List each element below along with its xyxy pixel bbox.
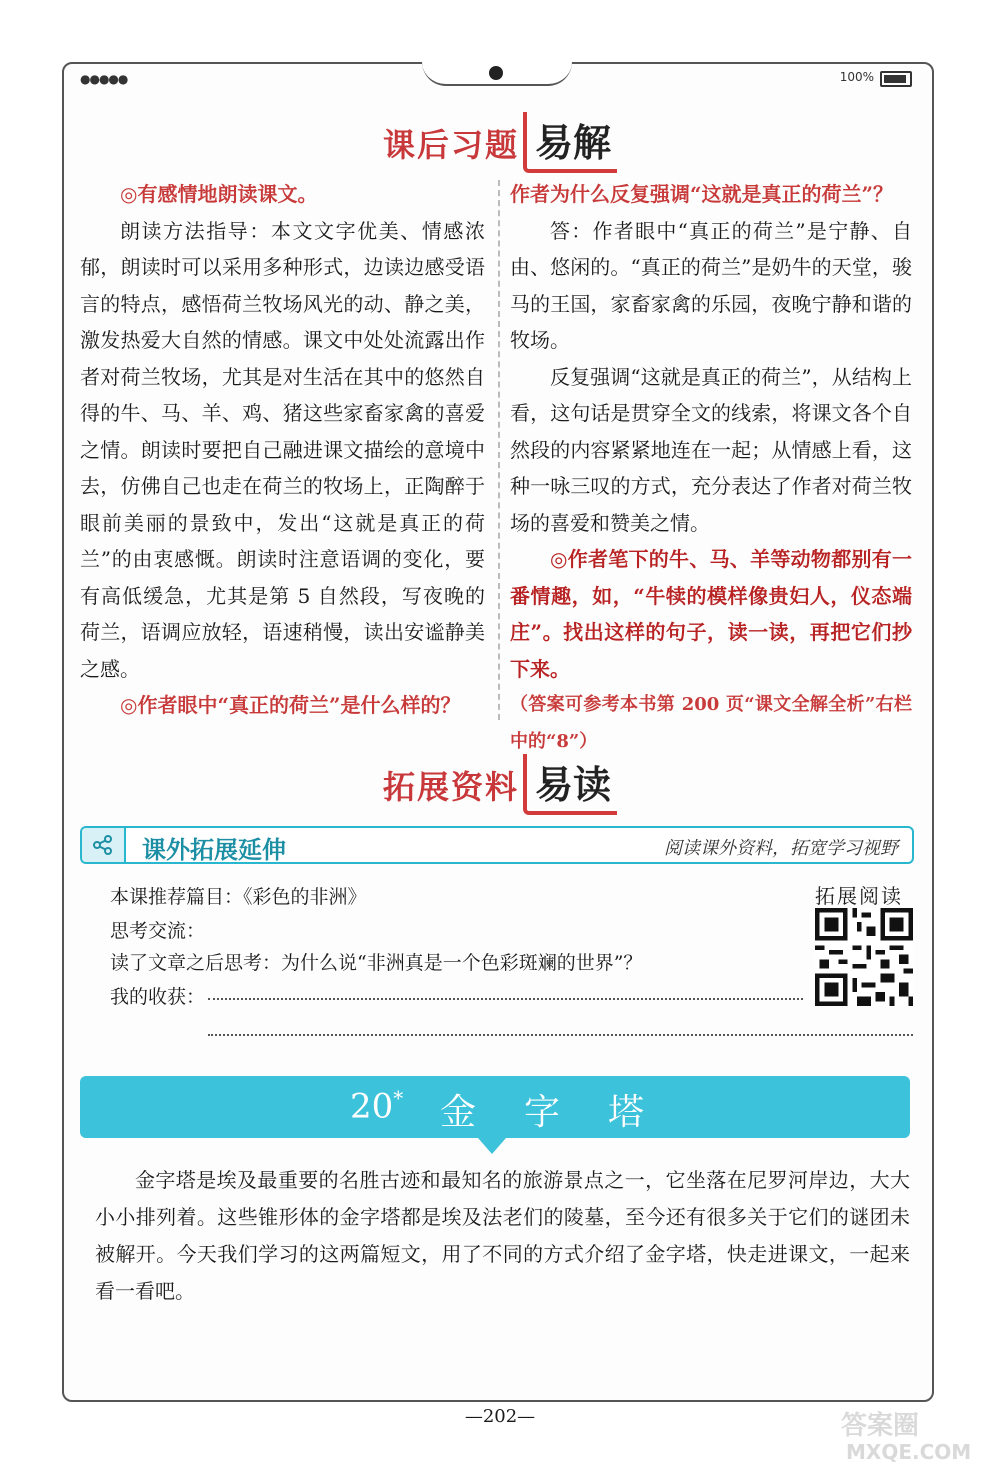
extension-bar	[80, 826, 914, 864]
answer-line	[208, 998, 803, 1000]
extension-title: 课外拓展延伸	[142, 835, 286, 864]
recommended-reading: 本课推荐篇目：《彩色的非洲》	[110, 886, 367, 908]
qr-code-icon[interactable]	[815, 908, 913, 1006]
discussion-label: 思考交流：	[110, 920, 206, 942]
battery-percent: 100%	[839, 70, 874, 84]
lesson-title: 金字塔	[440, 1092, 693, 1133]
status-bar	[62, 62, 930, 96]
section-title-boxed: 易解	[523, 112, 617, 173]
question-3: ◎作者笔下的牛、马、羊等动物都别有一番情趣，如，“牛犊的模样像贵妇人，仪态端庄”。找出这样的句子，读一读，再把它们抄下来。	[510, 547, 912, 681]
section-header-reading	[0, 754, 1000, 815]
page-number: —202—	[464, 1406, 536, 1427]
qr-label: 拓展阅读	[815, 884, 903, 908]
section-title: 课后习题	[382, 126, 519, 164]
share-icon	[82, 828, 126, 862]
answer-line	[208, 1034, 913, 1036]
column-divider	[498, 180, 500, 720]
left-column	[80, 176, 485, 724]
svg-text:答案圈: 答案圈	[841, 1411, 920, 1441]
camera-icon	[489, 66, 503, 80]
lesson-intro	[95, 1162, 910, 1310]
discussion-question: 读了文章之后思考：为什么说“非洲真是一个色彩斑斓的世界”？	[110, 952, 643, 974]
answer-hint: （答案可参考本书第 200 页“课文全解全析”右栏中的“8”）	[510, 694, 912, 752]
question-2-continued: 作者为什么反复强调“这就是真正的荷兰”？	[510, 182, 894, 206]
section-header-exercises	[0, 112, 1000, 173]
harvest-label: 我的收获：	[110, 986, 206, 1008]
section-title-boxed: 易读	[523, 754, 617, 815]
banner-pointer	[478, 1138, 506, 1154]
question-1: ◎有感情地朗读课文。	[120, 182, 318, 206]
watermark-logo	[836, 1404, 986, 1464]
section-title: 拓展资料	[382, 768, 519, 806]
battery-icon	[880, 71, 912, 87]
lesson-number: 20*	[350, 1086, 404, 1127]
answer-1: 答：作者眼中“真正的荷兰”是宁静、自由、悠闲的。“真正的荷兰”是奶牛的天堂，骏马的王国，家畜家禽的乐园，夜晚宁静和谐的牧场。	[510, 218, 912, 352]
extension-subtitle: 阅读课外资料，拓宽学习视野	[664, 838, 898, 859]
signal-icon: ●●●●●	[80, 72, 128, 86]
lesson-banner	[80, 1076, 910, 1138]
intro-paragraph: 金字塔是埃及最重要的名胜古迹和最知名的旅游景点之一，它坐落在尼罗河岸边，大大小小排列着。这些锥形体的金字塔都是埃及法老们的陵墓，至今还有很多关于它们的谜团未被解开。今天我们学习的这两篇短文，用了不同的方式介绍了金字塔，快走进课文，一起来看一看吧。	[95, 1168, 910, 1303]
right-column	[510, 176, 912, 760]
answer-2: 反复强调“这就是真正的荷兰”，从结构上看，这句话是贯穿全文的线索，将课文各个自然段的内容紧紧地连在一起；从情感上看，这种一咏三叹的方式，充分表达了作者对荷兰牧场的喜爱和赞美之情。	[510, 364, 912, 535]
svg-text:MXQE.COM: MXQE.COM	[846, 1440, 972, 1464]
reading-guide: 朗读方法指导：本文文字优美、情感浓郁，朗读时可以采用多种形式，边读边感受语言的特点，感悟荷兰牧场风光的动、静之美，激发热爱大自然的情感。课文中处处流露出作者对荷兰牧场，尤其是对生活在其中的悠然自得的牛、马、羊、鸡、猪这些家畜家禽的喜爱之情。朗读时要把自己融进课文描绘的意境中去，仿佛自己也走在荷兰的牧场上，正陶醉于眼前美丽的景致中，发出“这就是真正的荷兰”的由衷感慨。朗读时注意语调的变化，要有高低缓急，尤其是第 5 自然段，写夜晚的荷兰，语调应放轻，语速稍慢，读出安谧静美之感。	[80, 218, 485, 681]
question-2: ◎作者眼中“真正的荷兰”是什么样的？	[120, 693, 461, 717]
